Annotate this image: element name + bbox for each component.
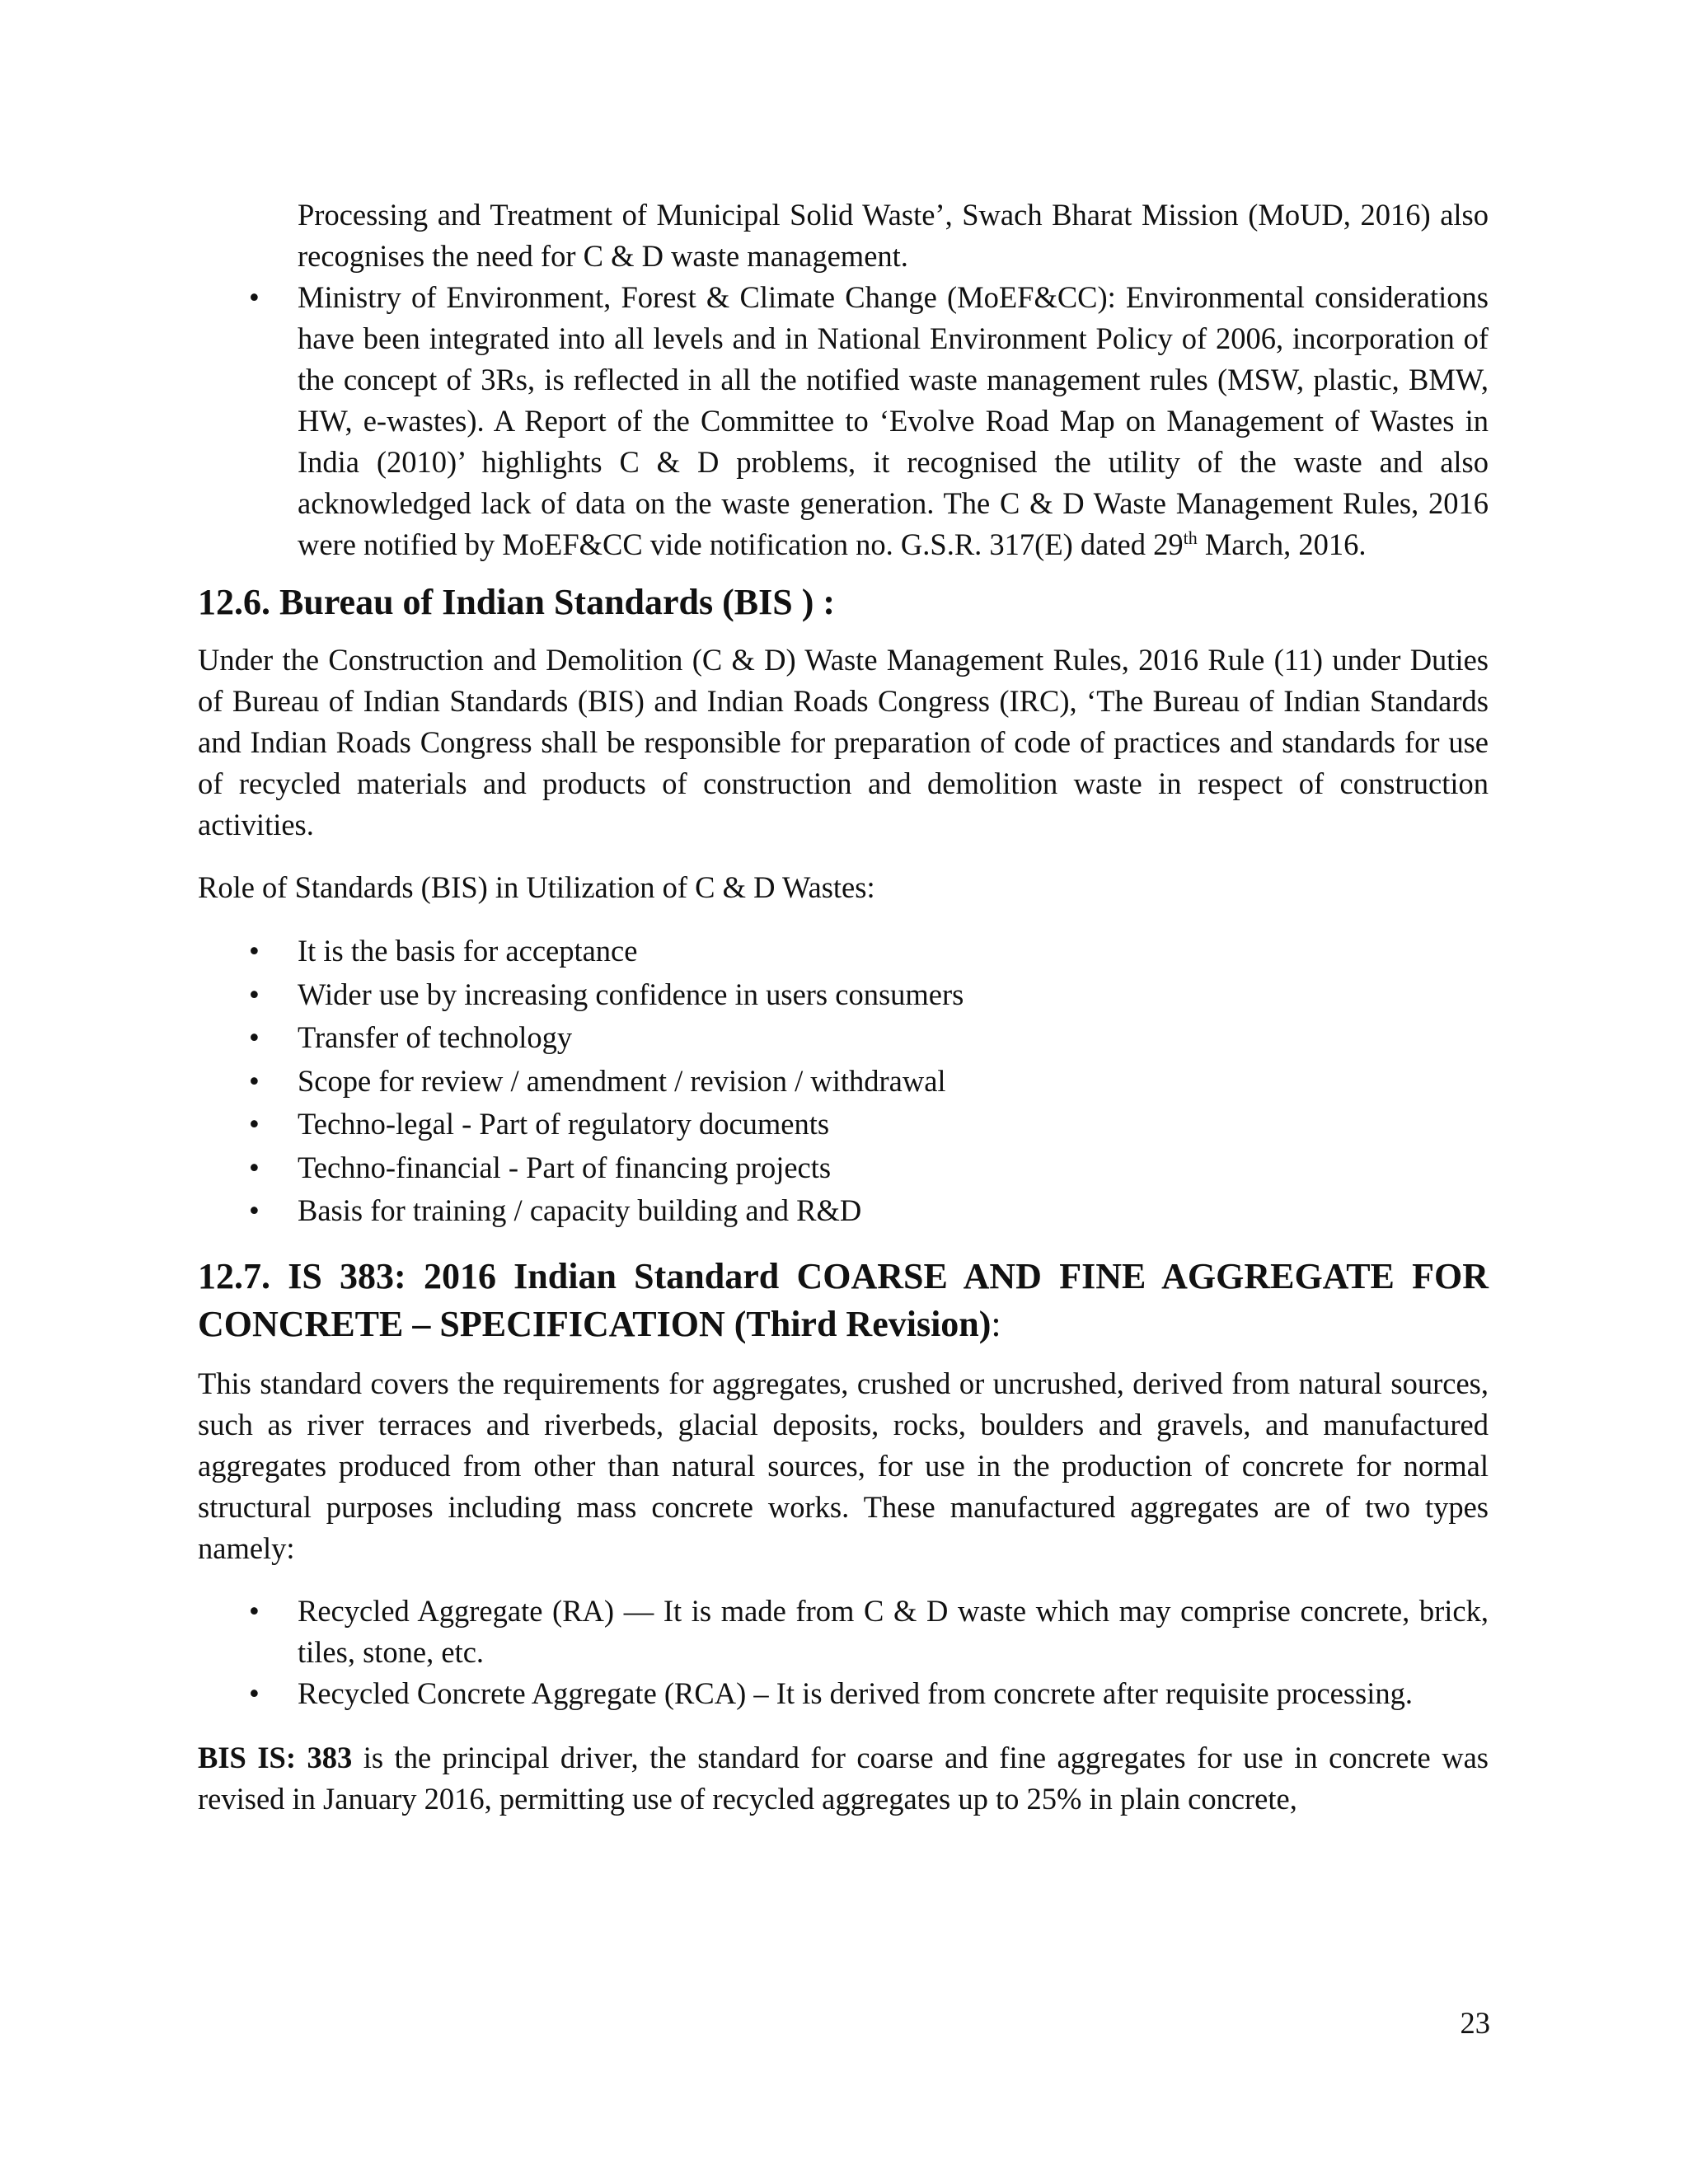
page-number: 23 [1460,2006,1490,2040]
list-item-text: It is the basis for acceptance [298,934,638,968]
list-item-text: Recycled Concrete Aggregate (RCA) – It is derived from concrete after requisite processing. [298,1675,1414,1710]
bis-text: is the principal driver, the standard for coarse and fine aggregates for use in concrete was revised in January 2016, permitting use of recycled aggregates up to 25% in plain concrete, [198,1740,1489,1816]
superscript-th: th [1183,527,1198,548]
section-12-7-heading-text: 12.7. IS 383: 2016 Indian Standard COARSE AND FINE AGGREGATE FOR CONCRETE – SPECIFICATION (Third Revision) [198,1255,1489,1344]
list-item [198,277,1489,565]
list-item-text: Techno-legal - Part of regulatory documents [298,1107,830,1141]
bullet-icon: • [249,1675,260,1710]
list-item [198,1103,1489,1146]
section-12-7-paragraph: This standard covers the requirements for aggregates, crushed or uncrushed, derived from natural sources, such as river terraces and riverbeds, glacial deposits, rocks, boulders and gravels, and manufactured aggregates produced from other than natural sources, for use in the production of concrete for normal structural purposes including mass concrete works. These manufactured aggregates are of two types namely: [198,1366,1489,1565]
bis-bold-label: BIS IS: 383 [198,1740,353,1774]
document-page [198,194,1489,1820]
list-item [198,930,1489,973]
list-item [198,1591,1489,1673]
list-item-text: Techno-financial - Part of financing projects [298,1150,832,1184]
role-intro: Role of Standards (BIS) in Utilization of C & D Wastes: [198,870,875,904]
bullet-icon: • [249,1020,260,1054]
list-item-text: Wider use by increasing confidence in users consumers [298,977,964,1011]
bullet-icon: • [249,1193,260,1227]
section-12-7-heading [198,1253,1489,1348]
bullet-icon: • [249,934,260,968]
bullet-icon: • [249,977,260,1011]
list-item-text: Recycled Aggregate (RA) — It is made from C & D waste which may comprise concrete, brick, tiles, stone, etc. [298,1593,1489,1669]
list-item [198,1060,1489,1104]
aggregate-types-list [198,1591,1489,1714]
list-item [198,1673,1489,1714]
continued-bullet-text: Processing and Treatment of Municipal Solid Waste’, Swach Bharat Mission (MoUD, 2016) also recognises the need for C & D waste management. [298,198,1489,273]
bullet-icon: • [249,280,260,314]
section-12-6-paragraph: Under the Construction and Demolition (C & D) Waste Management Rules, 2016 Rule (11) under Duties of Bureau of Indian Standards (BIS) and Indian Roads Congress (IRC), ‘The Bureau of Indian Standards and Indian Roads Congress shall be responsible for preparation of code of practices and standards for use of recycled materials and products of construction and demolition waste in respect of construction activities. [198,643,1489,841]
bullet-icon: • [249,1107,260,1141]
moefcc-text-end: March, 2016. [1197,527,1367,561]
list-item [198,973,1489,1017]
moefcc-text: Ministry of Environment, Forest & Climate Change (MoEF&CC): Environmental considerations have been integrated into all levels and in National Environment Policy of 2006, incorporation of the concept of 3Rs, is reflected in all the notified waste management rules (MSW, plastic, BMW, HW, e-wastes). A Report of the Committee to ‘Evolve Road Map on Management of Wastes in India (2010)’ highlights C & D problems, it recognised the utility of the waste and also acknowledged lack of data on the waste generation. The C & D Waste Management Rules, 2016 were notified by MoEF&CC vide notification no. G.S.R. 317(E) dated 29 [298,280,1489,561]
moefcc-list [198,277,1489,565]
list-item [198,1016,1489,1060]
section-12-6-heading: 12.6. Bureau of Indian Standards (BIS ) : [198,582,836,622]
role-list [198,930,1489,1233]
list-item-text: Scope for review / amendment / revision / withdrawal [298,1063,946,1098]
bullet-icon: • [249,1150,260,1184]
bullet-icon: • [249,1593,260,1628]
bullet-icon: • [249,1063,260,1098]
bis-paragraph [198,1737,1489,1820]
list-item [198,1189,1489,1233]
list-item-text: Basis for training / capacity building and R&D [298,1193,862,1227]
list-item [198,1146,1489,1190]
list-item-text: Transfer of technology [298,1020,573,1054]
heading-colon: : [991,1303,1001,1344]
